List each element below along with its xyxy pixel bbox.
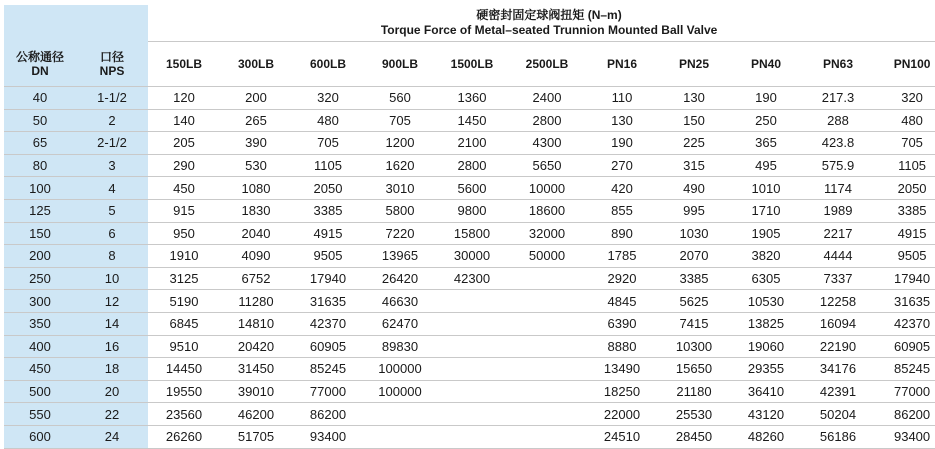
value-cell: 89830 — [364, 335, 436, 358]
value-cell: 315 — [658, 154, 730, 177]
nps-cell: 12 — [76, 290, 148, 313]
nps-cell: 20 — [76, 380, 148, 403]
table-row — [4, 87, 935, 110]
dn-cell: 400 — [4, 335, 76, 358]
value-cell: 250 — [730, 109, 802, 132]
column-header: PN16 — [586, 42, 658, 87]
value-cell: 11280 — [220, 290, 292, 313]
value-cell: 6390 — [586, 312, 658, 335]
value-cell: 130 — [586, 109, 658, 132]
value-cell: 1910 — [148, 245, 220, 268]
dn-cell: 500 — [4, 380, 76, 403]
torque-table — [4, 5, 935, 449]
value-cell — [508, 290, 586, 313]
nps-cell: 5 — [76, 199, 148, 222]
table-row — [4, 312, 935, 335]
column-header: PN63 — [802, 42, 874, 87]
value-cell: 93400 — [292, 425, 364, 448]
column-header: 600LB — [292, 42, 364, 87]
value-cell: 4915 — [292, 222, 364, 245]
value-cell: 2050 — [874, 177, 935, 200]
table-row — [4, 425, 935, 448]
value-cell: 42370 — [292, 312, 364, 335]
value-cell: 3385 — [874, 199, 935, 222]
value-cell: 265 — [220, 109, 292, 132]
value-cell: 6752 — [220, 267, 292, 290]
column-header: PN25 — [658, 42, 730, 87]
value-cell: 190 — [730, 87, 802, 110]
value-cell: 290 — [148, 154, 220, 177]
value-cell: 288 — [802, 109, 874, 132]
table-row — [4, 109, 935, 132]
value-cell: 10000 — [508, 177, 586, 200]
value-cell: 423.8 — [802, 132, 874, 155]
value-cell: 1620 — [364, 154, 436, 177]
value-cell: 2040 — [220, 222, 292, 245]
value-cell: 390 — [220, 132, 292, 155]
table-title — [148, 5, 935, 42]
value-cell: 9800 — [436, 199, 508, 222]
value-cell: 4444 — [802, 245, 874, 268]
nps-cell: 2 — [76, 109, 148, 132]
value-cell: 5800 — [364, 199, 436, 222]
value-cell: 17940 — [874, 267, 935, 290]
table-row — [4, 132, 935, 155]
value-cell: 7337 — [802, 267, 874, 290]
value-cell: 490 — [658, 177, 730, 200]
value-cell: 56186 — [802, 425, 874, 448]
value-cell: 24510 — [586, 425, 658, 448]
table-row — [4, 222, 935, 245]
value-cell — [436, 380, 508, 403]
value-cell: 22190 — [802, 335, 874, 358]
value-cell: 30000 — [436, 245, 508, 268]
nps-cell: 24 — [76, 425, 148, 448]
value-cell: 5190 — [148, 290, 220, 313]
value-cell: 1360 — [436, 87, 508, 110]
value-cell: 13490 — [586, 358, 658, 381]
value-cell: 7220 — [364, 222, 436, 245]
value-cell: 950 — [148, 222, 220, 245]
value-cell: 26260 — [148, 425, 220, 448]
value-cell: 5650 — [508, 154, 586, 177]
nps-cell: 4 — [76, 177, 148, 200]
value-cell: 3125 — [148, 267, 220, 290]
dn-cell: 125 — [4, 199, 76, 222]
header-row — [4, 42, 935, 87]
value-cell: 32000 — [508, 222, 586, 245]
value-cell: 48260 — [730, 425, 802, 448]
value-cell: 34176 — [802, 358, 874, 381]
value-cell: 13965 — [364, 245, 436, 268]
value-cell: 23560 — [148, 403, 220, 426]
value-cell: 2070 — [658, 245, 730, 268]
table-body — [4, 87, 935, 449]
value-cell — [508, 267, 586, 290]
value-cell: 480 — [874, 109, 935, 132]
value-cell: 60905 — [874, 335, 935, 358]
table-row — [4, 290, 935, 313]
table-row — [4, 245, 935, 268]
value-cell: 18600 — [508, 199, 586, 222]
nps-header — [76, 42, 148, 87]
value-cell: 1174 — [802, 177, 874, 200]
value-cell: 31635 — [874, 290, 935, 313]
value-cell: 365 — [730, 132, 802, 155]
value-cell: 1105 — [292, 154, 364, 177]
value-cell: 9510 — [148, 335, 220, 358]
nps-cell: 2-1/2 — [76, 132, 148, 155]
value-cell: 29355 — [730, 358, 802, 381]
value-cell: 2050 — [292, 177, 364, 200]
value-cell: 705 — [364, 109, 436, 132]
value-cell: 1830 — [220, 199, 292, 222]
value-cell: 14810 — [220, 312, 292, 335]
value-cell — [508, 403, 586, 426]
value-cell: 18250 — [586, 380, 658, 403]
value-cell: 4915 — [874, 222, 935, 245]
value-cell: 3820 — [730, 245, 802, 268]
column-header: 300LB — [220, 42, 292, 87]
value-cell — [436, 312, 508, 335]
value-cell — [508, 380, 586, 403]
value-cell: 77000 — [874, 380, 935, 403]
value-cell: 560 — [364, 87, 436, 110]
value-cell: 4300 — [508, 132, 586, 155]
value-cell: 6305 — [730, 267, 802, 290]
table-row — [4, 267, 935, 290]
value-cell: 2217 — [802, 222, 874, 245]
value-cell: 9505 — [292, 245, 364, 268]
value-cell: 320 — [292, 87, 364, 110]
value-cell: 42370 — [874, 312, 935, 335]
value-cell: 85245 — [874, 358, 935, 381]
table-row — [4, 358, 935, 381]
column-header: PN40 — [730, 42, 802, 87]
table-row — [4, 199, 935, 222]
value-cell — [508, 312, 586, 335]
value-cell: 12258 — [802, 290, 874, 313]
value-cell: 3385 — [292, 199, 364, 222]
value-cell: 1010 — [730, 177, 802, 200]
dn-cell: 200 — [4, 245, 76, 268]
value-cell: 1989 — [802, 199, 874, 222]
value-cell: 495 — [730, 154, 802, 177]
value-cell — [508, 358, 586, 381]
dn-cell: 150 — [4, 222, 76, 245]
value-cell: 22000 — [586, 403, 658, 426]
value-cell: 10530 — [730, 290, 802, 313]
table-row — [4, 380, 935, 403]
dn-cell: 550 — [4, 403, 76, 426]
dn-cell: 40 — [4, 87, 76, 110]
value-cell: 1080 — [220, 177, 292, 200]
value-cell: 140 — [148, 109, 220, 132]
dn-cell: 450 — [4, 358, 76, 381]
value-cell: 217.3 — [802, 87, 874, 110]
value-cell: 5625 — [658, 290, 730, 313]
value-cell: 1450 — [436, 109, 508, 132]
value-cell: 1200 — [364, 132, 436, 155]
value-cell: 60905 — [292, 335, 364, 358]
value-cell: 17940 — [292, 267, 364, 290]
table-title-en: Torque Force of Metal–seated Trunnion Mounted Ball Valve — [380, 23, 718, 37]
value-cell: 225 — [658, 132, 730, 155]
nps-header-zh: 口径 — [99, 50, 124, 64]
nps-cell: 10 — [76, 267, 148, 290]
value-cell: 150 — [658, 109, 730, 132]
value-cell: 5600 — [436, 177, 508, 200]
value-cell: 1030 — [658, 222, 730, 245]
nps-cell: 14 — [76, 312, 148, 335]
dn-cell: 80 — [4, 154, 76, 177]
value-cell: 16094 — [802, 312, 874, 335]
value-cell: 4845 — [586, 290, 658, 313]
value-cell: 19060 — [730, 335, 802, 358]
dn-header-zh: 公称通径 — [15, 50, 64, 64]
value-cell: 3385 — [658, 267, 730, 290]
value-cell: 420 — [586, 177, 658, 200]
nps-cell: 22 — [76, 403, 148, 426]
value-cell: 31450 — [220, 358, 292, 381]
value-cell: 8880 — [586, 335, 658, 358]
value-cell: 1905 — [730, 222, 802, 245]
value-cell: 14450 — [148, 358, 220, 381]
nps-header-en: NPS — [99, 64, 125, 78]
value-cell — [436, 290, 508, 313]
nps-cell: 6 — [76, 222, 148, 245]
value-cell: 31635 — [292, 290, 364, 313]
value-cell — [364, 403, 436, 426]
value-cell: 20420 — [220, 335, 292, 358]
value-cell — [436, 425, 508, 448]
value-cell: 93400 — [874, 425, 935, 448]
value-cell: 42300 — [436, 267, 508, 290]
value-cell: 705 — [292, 132, 364, 155]
value-cell: 915 — [148, 199, 220, 222]
dn-cell: 300 — [4, 290, 76, 313]
value-cell: 110 — [586, 87, 658, 110]
value-cell: 39010 — [220, 380, 292, 403]
nps-cell: 18 — [76, 358, 148, 381]
column-header: PN100 — [874, 42, 935, 87]
value-cell: 46630 — [364, 290, 436, 313]
value-cell: 36410 — [730, 380, 802, 403]
value-cell: 480 — [292, 109, 364, 132]
value-cell: 1785 — [586, 245, 658, 268]
value-cell: 2400 — [508, 87, 586, 110]
corner-cell — [4, 5, 148, 42]
value-cell: 15800 — [436, 222, 508, 245]
value-cell — [436, 358, 508, 381]
value-cell: 26420 — [364, 267, 436, 290]
dn-cell: 100 — [4, 177, 76, 200]
value-cell: 77000 — [292, 380, 364, 403]
value-cell: 51705 — [220, 425, 292, 448]
value-cell — [436, 335, 508, 358]
dn-cell: 600 — [4, 425, 76, 448]
dn-header-en: DN — [31, 64, 49, 78]
table-row — [4, 177, 935, 200]
value-cell: 62470 — [364, 312, 436, 335]
dn-cell: 65 — [4, 132, 76, 155]
nps-cell: 3 — [76, 154, 148, 177]
value-cell: 2100 — [436, 132, 508, 155]
value-cell: 2800 — [508, 109, 586, 132]
value-cell: 890 — [586, 222, 658, 245]
dn-cell: 250 — [4, 267, 76, 290]
value-cell: 2800 — [436, 154, 508, 177]
value-cell: 270 — [586, 154, 658, 177]
value-cell: 705 — [874, 132, 935, 155]
value-cell: 42391 — [802, 380, 874, 403]
table-row — [4, 403, 935, 426]
value-cell: 43120 — [730, 403, 802, 426]
value-cell: 21180 — [658, 380, 730, 403]
value-cell: 100000 — [364, 380, 436, 403]
value-cell: 85245 — [292, 358, 364, 381]
nps-cell: 8 — [76, 245, 148, 268]
value-cell: 530 — [220, 154, 292, 177]
nps-cell: 16 — [76, 335, 148, 358]
table-row — [4, 335, 935, 358]
column-header: 1500LB — [436, 42, 508, 87]
value-cell: 25530 — [658, 403, 730, 426]
value-cell: 205 — [148, 132, 220, 155]
value-cell: 190 — [586, 132, 658, 155]
value-cell: 86200 — [292, 403, 364, 426]
column-header: 2500LB — [508, 42, 586, 87]
value-cell: 6845 — [148, 312, 220, 335]
value-cell: 10300 — [658, 335, 730, 358]
title-row — [4, 5, 935, 42]
value-cell: 4090 — [220, 245, 292, 268]
nps-cell: 1-1/2 — [76, 87, 148, 110]
table-row — [4, 154, 935, 177]
dn-cell: 350 — [4, 312, 76, 335]
value-cell — [508, 425, 586, 448]
value-cell: 7415 — [658, 312, 730, 335]
value-cell: 450 — [148, 177, 220, 200]
value-cell: 50204 — [802, 403, 874, 426]
value-cell: 13825 — [730, 312, 802, 335]
column-header: 150LB — [148, 42, 220, 87]
value-cell: 100000 — [364, 358, 436, 381]
value-cell: 575.9 — [802, 154, 874, 177]
value-cell: 9505 — [874, 245, 935, 268]
value-cell: 130 — [658, 87, 730, 110]
value-cell: 1710 — [730, 199, 802, 222]
value-cell — [364, 425, 436, 448]
dn-header — [4, 42, 76, 87]
value-cell: 86200 — [874, 403, 935, 426]
dn-cell: 50 — [4, 109, 76, 132]
value-cell: 995 — [658, 199, 730, 222]
value-cell: 200 — [220, 87, 292, 110]
value-cell: 2920 — [586, 267, 658, 290]
value-cell: 3010 — [364, 177, 436, 200]
value-cell: 19550 — [148, 380, 220, 403]
value-cell — [508, 335, 586, 358]
value-cell: 46200 — [220, 403, 292, 426]
value-cell: 120 — [148, 87, 220, 110]
value-cell — [436, 403, 508, 426]
value-cell: 1105 — [874, 154, 935, 177]
column-header: 900LB — [364, 42, 436, 87]
table-title-zh: 硬密封固定球阀扭矩 (N–m) — [476, 8, 622, 22]
value-cell: 320 — [874, 87, 935, 110]
value-cell: 50000 — [508, 245, 586, 268]
value-cell: 28450 — [658, 425, 730, 448]
value-cell: 855 — [586, 199, 658, 222]
value-cell: 15650 — [658, 358, 730, 381]
